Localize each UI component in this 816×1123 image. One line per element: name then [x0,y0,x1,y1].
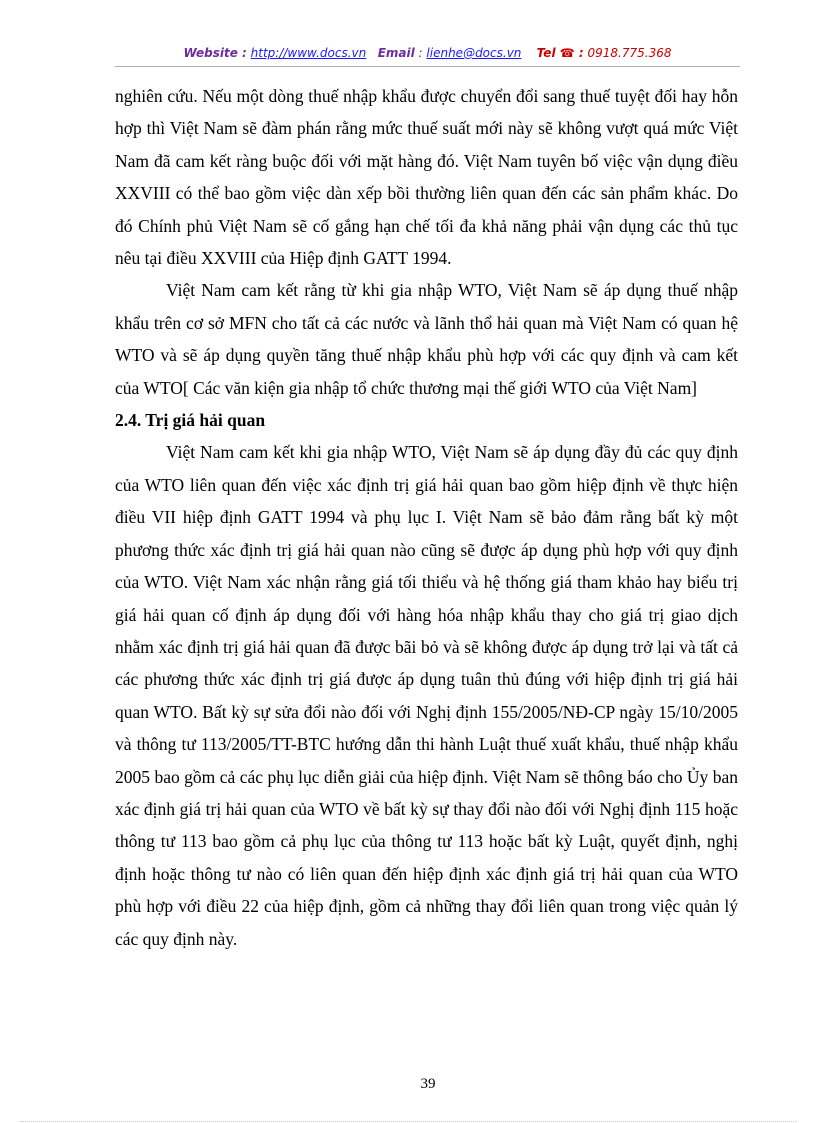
tel-label: Tel ☎ : [536,46,584,60]
paragraph-mfn-commitment: Việt Nam cam kết rằng từ khi gia nhập WTO, Việt Nam sẽ áp dụng thuế nhập khẩu trên cơ sở MFN cho tất cả các nước và lãnh thổ hải quan mà Việt Nam có quan hệ WTO và sẽ áp dụng quyền tăng thuế nhập khẩu phù hợp với các quy định và cam kết của WTO[ Các văn kiện gia nhập tổ chức thương mại thế giới WTO của Việt Nam] [115,280,738,398]
page-number: 39 [420,1076,436,1092]
website-label: Website : [183,46,247,60]
email-label: Email [377,46,415,60]
email-separator: : [414,46,423,60]
website-link[interactable]: http://www.docs.vn [250,46,367,60]
page-header [115,46,740,66]
document-body [115,80,738,955]
paragraph-customs-valuation: Việt Nam cam kết khi gia nhập WTO, Việt Nam sẽ áp dụng đầy đủ các quy định của WTO liên quan đến việc xác định trị giá hải quan bao gồm hiệp định về thực hiện điều VII hiệp định GATT 1994 và phụ lục I. Việt Nam sẽ bảo đảm rằng bất kỳ một phương thức xác định trị giá hải quan nào cũng sẽ được áp dụng phù hợp với quy định của WTO. Việt Nam xác nhận rằng giá tối thiểu và hệ thống giá tham khảo hay biểu trị giá hải quan cố định áp dụng đối với hàng hóa nhập khẩu thay cho giá trị giao dịch nhằm xác định trị giá hải quan đã được bãi bỏ và sẽ không được áp dụng trở lại và tất cả các phương thức xác định trị giá được áp dụng tuân thủ đúng với hiệp định trị giá hải quan WTO. Bất kỳ sự sửa đổi nào đối với Nghị định 155/2005/NĐ-CP ngày 15/10/2005 và thông tư 113/2005/TT-BTC hướng dẫn thi hành Luật thuế xuất khẩu, thuế nhập khẩu 2005 bao gồm cả các phụ lục diễn giải của hiệp định. Việt Nam sẽ thông báo cho Ủy ban xác định giá trị hải quan của WTO về bất kỳ sự thay đổi nào đối với Nghị định 115 hoặc thông tư 113 bao gồm cả phụ lục của thông tư 113 hoặc bất kỳ Luật, quyết định, nghị định hoặc thông tư nào có liên quan đến hiệp định xác định giá trị hải quan của WTO phù hợp với điều 22 của hiệp định, gồm cả những thay đổi liên quan trong việc quản lý các quy định này. [115,442,738,949]
email-link[interactable]: lienhe@docs.vn [426,46,522,60]
footer-divider [20,1121,796,1122]
section-heading-customs-value: 2.4. Trị giá hải quan [115,410,266,431]
header-divider [115,66,740,67]
phone-number: 0918.775.368 [587,46,672,60]
paragraph-continuation: nghiên cứu. Nếu một dòng thuế nhập khẩu được chuyển đổi sang thuế tuyệt đối hay hỗn hợp thì Việt Nam sẽ đàm phán rằng mức thuế suất mới này sẽ không vượt quá mức Việt Nam đã cam kết ràng buộc đối với mặt hàng đó. Việt Nam tuyên bố việc vận dụng điều XXVIII có thể bao gồm việc dàn xếp bồi thường liên quan đến các sản phẩm khác. Do đó Chính phủ Việt Nam sẽ cố gắng hạn chế tối đa khả năng phải vận dụng các thủ tục nêu tại điều XXVIII của Hiệp định GATT 1994. [115,86,738,269]
